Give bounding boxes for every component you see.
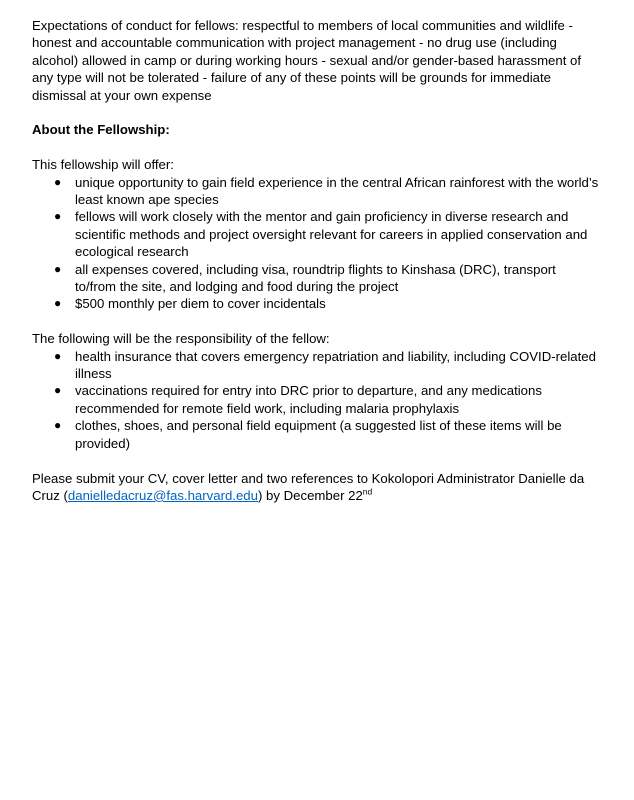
offer-list <box>32 174 600 313</box>
conduct-paragraph: Expectations of conduct for fellows: respectful to members of local communities and wildlife - honest and accountable communication with project management - no drug use (including alcohol) allowed in camp or during working hours - sexual and/or gender-based harassment of any type will not be tolerated - failure of any of these points will be grounds for immediate dismissal at your own expense <box>32 18 582 103</box>
responsibility-item-text: health insurance that covers emergency repatriation and liability, including COVID-related illness <box>75 348 596 382</box>
list-item <box>32 261 600 296</box>
list-item <box>32 382 600 417</box>
email-link[interactable]: danielledacruz@fas.harvard.edu <box>67 487 258 503</box>
bullet-icon: ● <box>54 383 62 398</box>
paragraph-spacer <box>32 313 600 330</box>
bullet-icon: ● <box>54 296 62 311</box>
about-heading: About the Fellowship: <box>32 122 170 138</box>
paragraph-spacer <box>32 139 600 156</box>
bullet-icon: ● <box>54 418 62 433</box>
responsibility-item-text: clothes, shoes, and personal field equipment (a suggested list of these items will be provided) <box>75 418 562 451</box>
paragraph-spacer <box>32 452 600 469</box>
list-item <box>32 208 600 260</box>
list-item <box>32 174 600 209</box>
submit-paragraph <box>32 470 600 505</box>
submit-text-after: ) by December 22 <box>257 487 363 503</box>
list-item <box>32 417 600 452</box>
submit-text-before: Please submit your CV, cover letter and two references to Kokolopori Administrator Danielle da Cruz ( <box>32 470 585 503</box>
bullet-icon: ● <box>54 261 62 276</box>
offer-item-text: all expenses covered, including visa, roundtrip flights to Kinshasa (DRC), transport to/from the site, and lodging and food during the project <box>75 261 556 295</box>
list-item <box>32 348 600 383</box>
offer-item-text: $500 monthly per diem to cover incidentals <box>75 296 326 312</box>
responsibility-intro: The following will be the responsibility of the fellow: <box>32 331 330 347</box>
list-item <box>32 295 600 312</box>
responsibility-item-text: vaccinations required for entry into DRC prior to departure, and any medications recommended for remote field work, including malaria prophylaxis <box>75 383 542 416</box>
bullet-icon: ● <box>54 209 62 224</box>
bullet-icon: ● <box>54 348 62 363</box>
paragraph-spacer <box>32 104 600 121</box>
offer-item-text: fellows will work closely with the mentor and gain proficiency in diverse research and scientific methods and project oversight relevant for careers in applied conservation and ecological research <box>75 209 588 260</box>
offer-item-text: unique opportunity to gain field experience in the central African rainforest with the world’s least known ape species <box>75 174 599 208</box>
bullet-icon: ● <box>54 174 62 189</box>
document-page <box>32 17 600 504</box>
date-suffix: nd <box>362 486 373 497</box>
offer-intro: This fellowship will offer: <box>32 157 174 173</box>
responsibility-list <box>32 348 600 452</box>
